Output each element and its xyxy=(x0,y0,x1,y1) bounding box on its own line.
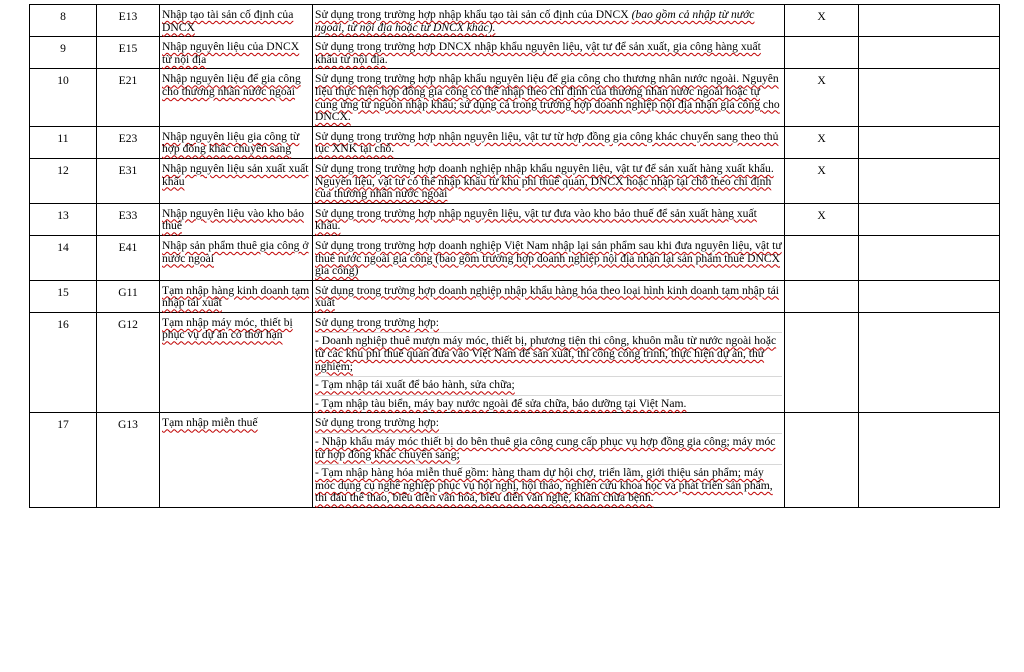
type-code-cell xyxy=(97,312,160,413)
mark-value: X xyxy=(817,163,826,177)
empty-cell xyxy=(859,126,1000,158)
row-number-cell xyxy=(30,69,97,126)
description-text: Sử dụng trong trường hợp doanh nghiệp Việt Nam nhập lại sản phẩm sau khi đưa nguyên liệu, vật tư thuê nước ngoài gia công (bao gồm trường hợp doanh nghiệp nội địa nhận lại sản phẩm thuê DNCX gia công) xyxy=(315,238,782,278)
type-code-cell xyxy=(97,37,160,69)
empty-cell xyxy=(859,203,1000,235)
mark-cell xyxy=(785,235,859,280)
type-name-cell xyxy=(160,312,313,413)
empty-cell xyxy=(859,37,1000,69)
row-number-cell xyxy=(30,126,97,158)
type-name-cell xyxy=(160,280,313,312)
table-row xyxy=(30,203,1000,235)
type-code: E13 xyxy=(118,10,138,23)
type-code-cell xyxy=(97,203,160,235)
type-name-cell xyxy=(160,69,313,126)
row-number: 8 xyxy=(60,10,66,23)
type-code-cell xyxy=(97,413,160,508)
mark-value: X xyxy=(817,74,826,88)
empty-cell xyxy=(859,280,1000,312)
type-code: G11 xyxy=(118,285,138,299)
type-name-cell xyxy=(160,5,313,37)
mark-value: X xyxy=(817,10,826,23)
type-code-cell xyxy=(97,126,160,158)
empty-cell xyxy=(859,69,1000,126)
type-code: E41 xyxy=(118,240,138,254)
empty-cell xyxy=(859,5,1000,37)
mark-cell xyxy=(785,126,859,158)
row-number: 10 xyxy=(57,74,69,88)
description-text: Sử dụng trong trường hợp DNCX nhập khẩu nguyên liệu, vật tư để sản xuất, gia công hàng xuất khẩu từ nội địa. xyxy=(315,40,761,66)
description-text: Sử dụng trong trường hợp doanh nghiệp nhập khẩu hàng hóa theo loại hình kinh doanh tạm nhập tái xuất xyxy=(315,283,780,310)
description-cell xyxy=(313,158,785,203)
row-number: 11 xyxy=(57,131,69,145)
description-text: - Nhập khẩu máy móc thiết bị do bên thuê gia công cung cấp phục vụ hợp đồng gia công; máy móc từ hợp đồng khác chuyển sang; xyxy=(315,433,782,461)
type-code-cell xyxy=(97,280,160,312)
row-number-cell xyxy=(30,312,97,413)
description-cell xyxy=(313,280,785,312)
type-name-cell xyxy=(160,413,313,508)
mark-cell xyxy=(785,158,859,203)
mark-value: X xyxy=(817,131,826,145)
description-text: - Tạm nhập hàng hóa miễn thuế gồm: hàng tham dự hội chợ, triển lãm, giới thiệu sản phẩm; máy móc dụng cụ nghề nghiệp phục vụ hội nghị, hội thảo, nghiên cứu khoa học và phát triển sản phẩm, thi đấu thể thao, biểu diễn văn hóa, biểu diễn văn nghệ, khám chữa bệnh. xyxy=(315,464,782,505)
type-name: Tạm nhập máy móc, thiết bị phục vụ dự án có thời hạn xyxy=(162,315,293,342)
empty-cell xyxy=(859,312,1000,413)
mark-cell xyxy=(785,5,859,37)
mark-cell xyxy=(785,413,859,508)
mark-cell xyxy=(785,312,859,413)
description-text: Sử dụng trong trường hợp nhập nguyên liệu, vật tư đưa vào kho bảo thuế để sản xuất hàng xuất khẩu. xyxy=(315,206,757,233)
description-text: Sử dụng trong trường hợp: xyxy=(315,315,440,329)
mark-cell xyxy=(785,69,859,126)
row-number-cell xyxy=(30,37,97,69)
row-number-cell xyxy=(30,158,97,203)
table-row xyxy=(30,158,1000,203)
description-text: - Doanh nghiệp thuê mượn máy móc, thiết bị, phương tiện thi công, khuôn mẫu từ nước ngoài hoặc từ các khu phi thuế quan đưa vào Việt Nam để sản xuất, thi công công trình, thực hiện dự án, thử nghiệm; xyxy=(315,332,782,373)
table-row xyxy=(30,413,1000,508)
table-row xyxy=(30,126,1000,158)
description-cell xyxy=(313,37,785,69)
row-number-cell xyxy=(30,413,97,508)
description-cell xyxy=(313,69,785,126)
type-code: E33 xyxy=(118,208,138,222)
description-cell xyxy=(313,203,785,235)
table-row xyxy=(30,312,1000,413)
type-code: E31 xyxy=(118,163,138,177)
description-text: Sử dụng trong trường hợp: xyxy=(315,416,440,430)
table-row xyxy=(30,69,1000,126)
description-cell xyxy=(313,312,785,413)
type-code-cell xyxy=(97,5,160,37)
mark-cell xyxy=(785,280,859,312)
row-number: 13 xyxy=(57,208,69,222)
type-name: Nhập nguyên liệu vào kho bảo thuế xyxy=(162,206,304,233)
type-name-cell xyxy=(160,235,313,280)
row-number: 16 xyxy=(57,317,69,331)
type-name: Tạm nhập hàng kinh doanh tạm nhập tái xuất xyxy=(162,283,310,310)
description-text: Sử dụng trong trường hợp nhập khẩu nguyên liệu để gia công cho thương nhân nước ngoài. Nguyên liệu thực hiện hợp đồng gia công có thể nhập theo chỉ định của thương nhân nước ngoài hoặc tự cung ứng từ nguồn nhập khẩu; sử dụng cả trong trường hợp doanh nghiệp nội địa nhận gia công cho DNCX. xyxy=(315,72,780,124)
empty-cell xyxy=(859,235,1000,280)
row-number-cell xyxy=(30,235,97,280)
table-row xyxy=(30,235,1000,280)
row-number: 15 xyxy=(57,285,69,299)
table-row xyxy=(30,280,1000,312)
mark-cell xyxy=(785,203,859,235)
description-note: (bao gồm cả nhập từ nước ngoài, từ nội địa hoặc từ DNCX khác). xyxy=(315,8,755,34)
description-text: Sử dụng trong trường hợp nhận nguyên liệu, vật tư từ hợp đồng gia công khác chuyển sang theo thủ tục XNK tại chỗ. xyxy=(315,129,779,156)
type-code: E23 xyxy=(118,131,138,145)
table-row xyxy=(30,5,1000,37)
description-cell xyxy=(313,413,785,508)
type-name: Nhập sản phẩm thuê gia công ở nước ngoài xyxy=(162,238,309,265)
row-number-cell xyxy=(30,5,97,37)
description-text: Sử dụng trong trường hợp doanh nghiệp nhập khẩu nguyên liệu, vật tư để sản xuất hàng xuất khẩu. Nguyên liệu, vật tư có thể nhập khẩu từ khu phi thuế quan, DNCX hoặc nhập tại chỗ theo chỉ định của thương nhân nước ngoài xyxy=(315,161,774,201)
type-name-cell xyxy=(160,37,313,69)
row-number: 12 xyxy=(57,163,69,177)
type-code: E15 xyxy=(118,42,138,56)
row-number-cell xyxy=(30,203,97,235)
table-body xyxy=(30,5,1000,508)
row-number: 14 xyxy=(57,240,69,254)
type-name: Nhập tạo tài sản cố định của DNCX xyxy=(162,8,294,34)
description-cell xyxy=(313,126,785,158)
type-name-cell xyxy=(160,126,313,158)
type-name: Tạm nhập miễn thuế xyxy=(162,416,258,430)
table-row xyxy=(30,37,1000,69)
type-code: G13 xyxy=(118,418,138,432)
type-name-cell xyxy=(160,158,313,203)
description-text: - Tạm nhập tàu biển, máy bay nước ngoài để sửa chữa, bảo dưỡng tại Việt Nam. xyxy=(315,395,782,411)
type-code: G12 xyxy=(118,317,138,331)
row-number: 17 xyxy=(57,418,69,432)
type-code-cell xyxy=(97,235,160,280)
mark-cell xyxy=(785,37,859,69)
description-cell xyxy=(313,5,785,37)
type-name: Nhập nguyên liệu sản xuất xuất khẩu xyxy=(162,161,309,188)
row-number-cell xyxy=(30,280,97,312)
description-text: - Tạm nhập tái xuất để bảo hành, sửa chữa; xyxy=(315,376,782,392)
description-cell xyxy=(313,235,785,280)
import-type-table xyxy=(29,4,1000,508)
type-name: Nhập nguyên liệu gia công từ hợp đồng khác chuyển sang xyxy=(162,129,300,156)
row-number: 9 xyxy=(60,42,66,56)
type-name: Nhập nguyên liệu để gia công cho thương nhân nước ngoài xyxy=(162,72,301,98)
empty-cell xyxy=(859,158,1000,203)
description-text: Sử dụng trong trường hợp nhập khẩu tạo tài sản cố định của DNCX xyxy=(315,8,629,21)
type-code-cell xyxy=(97,158,160,203)
mark-value: X xyxy=(817,208,826,222)
empty-cell xyxy=(859,413,1000,508)
type-name: Nhập nguyên liệu của DNCX từ nội địa xyxy=(162,40,300,66)
type-code-cell xyxy=(97,69,160,126)
type-code: E21 xyxy=(118,74,138,88)
type-name-cell xyxy=(160,203,313,235)
